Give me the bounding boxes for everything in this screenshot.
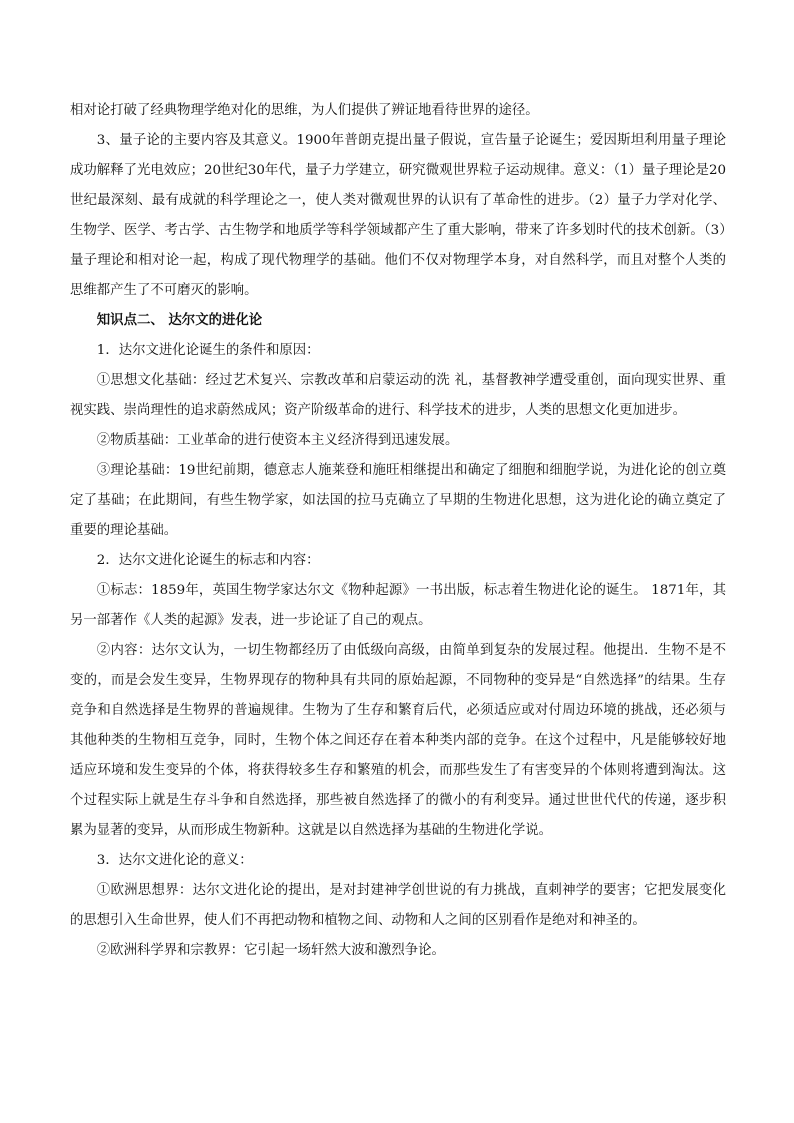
paragraph-theory-basis: ③理论基础：19世纪前期，德意志人施莱登和施旺相继提出和确定了细胞和细胞学说，为进化论的创立奠定了基础；在此期间，有些生物学家，如法国的拉马克确立了早期的生物进化思想，这为进化论的确立奠定了重要的理论基础。 <box>70 463 726 538</box>
paragraph-thought-basis: ①思想文化基础：经过艺术复兴、宗教改革和启蒙运动的洗 礼，基督教神学遭受重创，面向现实世界、重视实践、崇尚理性的追求蔚然成风；资产阶级革命的进行、科学技术的进步，人类的思想文化更加进步。 <box>70 373 726 418</box>
subheading-significance: 3．达尔文进化论的意义： <box>96 853 253 868</box>
paragraph-quantum-theory: 3、量子论的主要内容及其意义。1900年普朗克提出量子假说，宣告量子论诞生；爱因斯坦利用量子理论成功解释了光电效应；20世纪30年代，量子力学建立，研究微观世界粒子运动规律。意义：（1）量子理论是20世纪最深刻、最有成就的科学理论之一，使人类对微观世界的认识有了革命性的进步。（2）量子力学对化学、生物学、医学、考古学、古生物学和地质学等科学领域都产生了重大影响，带来了许多划时代的技术创新。（3）量子理论和相对论一起，构成了现代物理学的基础。他们不仅对物理学本身，对自然科学，而且对整个人类的思维都产生了不可磨灭的影响。 <box>70 133 726 298</box>
paragraph-european-thought: ①欧洲思想界：达尔文进化论的提出，是对封建神学创世说的有力挑战，直刺神学的要害；它把发展变化的思想引入生命世界，使人们不再把动物和植物之间、动物和人之间的区别看作是绝对和神圣的。 <box>70 883 726 928</box>
document-page <box>70 96 726 966</box>
subheading-sign-content: 2．达尔文进化论诞生的标志和内容： <box>96 553 320 568</box>
paragraph-science-religion: ②欧洲科学界和宗教界：它引起一场轩然大波和激烈争论。 <box>96 943 445 958</box>
subheading-conditions: 1．达尔文进化论诞生的条件和原因： <box>96 343 320 358</box>
paragraph-content: ②内容：达尔文认为，一切生物都经历了由低级向高级，由简单到复杂的发展过程。他提出．生物不是不变的，而是会发生变异，生物界现存的物种具有共同的原始起源，不同物种的变异是“自然选择”的结果。生存竞争和自然选择是生物界的普遍规律。生物为了生存和繁育后代，必须适应或对付周边环境的挑战，还必须与其他种类的生物相互竞争，同时，生物个体之间还存在着本种类内部的竞争。在这个过程中，凡是能够较好地适应环境和发生变异的个体，将获得较多生存和繁殖的机会，而那些发生了有害变异的个体则将遭到淘汰。这个过程实际上就是生存斗争和自然选择，那些被自然选择了的微小的有利变异。通过世世代代的传递，逐步积累为显著的变异，从而形成生物新种。这就是以自然选择为基础的生物进化学说。 <box>70 643 726 838</box>
paragraph-relativity-conclusion: 相对论打破了经典物理学绝对化的思维，为人们提供了辨证地看待世界的途径。 <box>70 103 539 118</box>
paragraph-sign: ①标志：1859年，英国生物学家达尔文《物种起源》一书出版，标志着生物进化论的诞生。 1871年，其另一部著作《人类的起源》发表，进一步论证了自己的观点。 <box>70 583 726 628</box>
paragraph-material-basis: ②物质基础：工业革命的进行使资本主义经济得到迅速发展。 <box>96 433 459 448</box>
section-heading-darwin: 知识点二、 达尔文的进化论 <box>96 313 263 328</box>
